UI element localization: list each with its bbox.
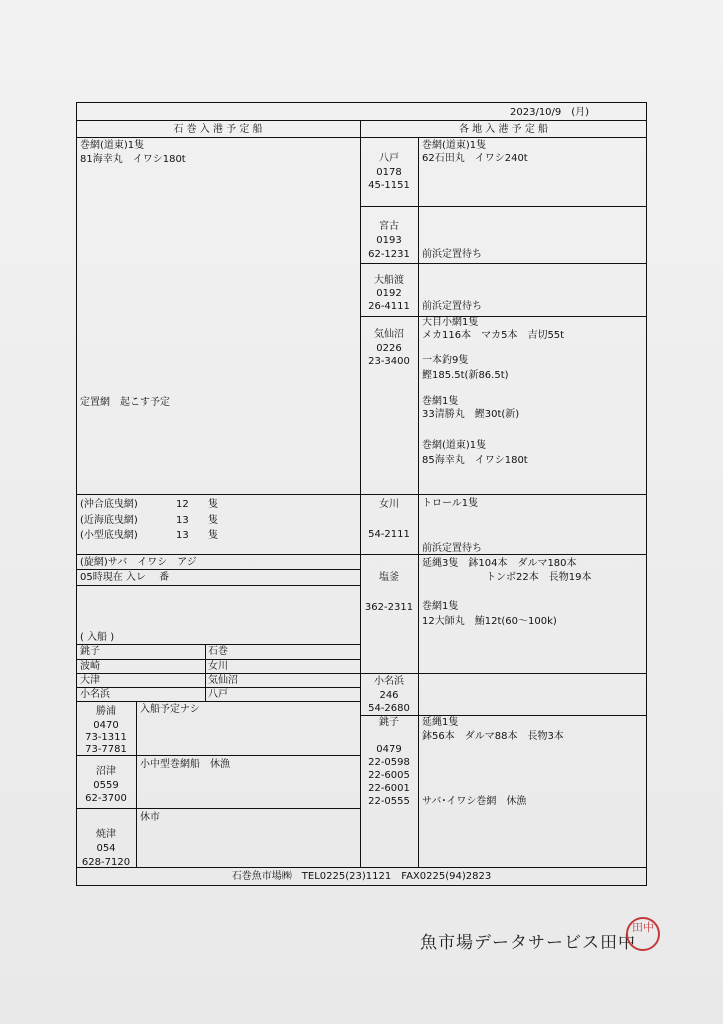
choshi-tel: 22-0555 [368,796,410,807]
miyako-code: 0193 [376,235,402,246]
hachinohe-line: 62石田丸 イワシ240t [422,153,528,164]
trawl-name: (近海底曳網) [80,515,138,526]
shiogama-line: 12大師丸 鮪12t(60～100k) [422,616,557,627]
shiogama-line: 延縄3隻 鉢104本 ダルマ180本 [422,558,577,569]
kesennuma-line: 33清勝丸 鰹30t(新) [422,409,520,420]
katsuura-name: 勝浦 [96,706,116,717]
kesennuma-line: メカ116本 マカ5本 吉切55t [422,330,565,341]
trawl-count: 13 [176,530,189,541]
shiogama-name: 塩釜 [379,572,399,583]
miyako-tel: 62-1231 [368,249,410,260]
onahama-tel: 54-2680 [368,703,410,714]
trawl-name: (沖合底曳網) [80,499,138,510]
trawl-unit: 隻 [208,530,218,541]
onagawa-tel: 54-2111 [368,529,410,540]
nyusen-port: 銚子 [80,646,100,657]
nyusen-port: 波崎 [80,661,100,672]
choshi-line: 延縄1隻 [422,717,459,728]
nyusen-port: 八戸 [208,689,228,700]
report-date: 2023/10/9 (月) [510,107,590,118]
kesennuma-name: 気仙沼 [374,329,404,340]
trawl-unit: 隻 [208,515,218,526]
yaizu-tel: 628-7120 [81,857,131,868]
miyako-name: 宮古 [379,221,399,232]
kesennuma-line: 巻網1隻 [422,396,459,407]
hachinohe-line: 巻網(道東)1隻 [422,140,487,151]
miyako-note: 前浜定置待ち [422,249,482,260]
kesennuma-line: 鰹185.5t(新86.5t) [422,370,509,381]
choshi-line: 鉢56本 ダルマ88本 長物3本 [422,731,564,742]
yaizu-info: 休市 [140,812,160,823]
ofunato-note: 前浜定置待ち [422,301,482,312]
choshi-tel: 22-0598 [368,757,410,768]
onahama-code: 246 [379,690,399,701]
teichi-note: 定置網 起こす予定 [80,397,170,408]
kesennuma-line: 巻網(道東)1隻 [422,440,487,451]
name-stamp: 田中 [626,917,660,951]
handwritten-signature: 魚市場データサービス田中 [420,933,636,953]
ishinomaki-line1: 巻網(道東)1隻 [80,140,145,151]
onagawa-line: トロール1隻 [422,498,479,509]
kesennuma-tel: 23-3400 [368,356,410,367]
choshi-tel: 22-6005 [368,770,410,781]
kesennuma-line: 大目小網1隻 [422,317,479,328]
yaizu-name: 焼津 [96,829,116,840]
nyusen-port: 石巻 [208,646,228,657]
nyure-status: 05時現在 入レ 番 [80,572,170,583]
numazu-tel: 62-3700 [85,793,127,804]
nyusen-port: 大津 [80,675,100,686]
trawl-name: (小型底曳網) [80,530,138,541]
kesennuma-line: 85海幸丸 イワシ180t [422,455,528,466]
hachinohe-tel: 45-1151 [368,180,410,191]
choshi-code: 0479 [376,744,402,755]
trawl-count: 13 [176,515,189,526]
choshi-note: サバ･イワシ巻網 休漁 [422,796,527,807]
katsuura-tel1: 73-1311 [85,732,127,743]
ishinomaki-header: 石 巻 入 港 予 定 船 [173,124,263,135]
ofunato-name: 大船渡 [374,275,404,286]
katsuura-code: 0470 [93,720,119,731]
seine-species: (旋網)サバ イワシ アジ [80,557,197,568]
footer-contact: 石巻魚市場㈱ TEL0225(23)1121 FAX0225(94)2823 [231,871,492,882]
numazu-name: 沼津 [96,766,116,777]
nyusen-port: 気仙沼 [208,675,238,686]
onagawa-name: 女川 [379,499,399,510]
kesennuma-line: 一本釣9隻 [422,355,469,366]
onagawa-note: 前浜定置待ち [422,543,482,554]
shiogama-tel: 362-2311 [364,602,414,613]
numazu-code: 0559 [93,780,119,791]
hachinohe-name: 八戸 [379,153,399,164]
katsuura-info: 入船予定ナシ [140,704,200,715]
ishinomaki-line2: 81海幸丸 イワシ180t [80,154,186,165]
trawl-unit: 隻 [208,499,218,510]
hachinohe-code: 0178 [376,167,402,178]
trawl-count: 12 [176,499,189,510]
yaizu-code: 054 [96,843,116,854]
shiogama-line: トンボ22本 長物19本 [486,572,592,583]
nyusen-port: 小名浜 [80,689,110,700]
kesennuma-code: 0226 [376,343,402,354]
nyusen-port: 女川 [208,661,228,672]
ofunato-code: 0192 [376,288,402,299]
nyusen-label: ( 入船 ) [80,632,115,643]
shiogama-line: 巻網1隻 [422,601,459,612]
ofunato-tel: 26-4111 [368,301,410,312]
onahama-name: 小名浜 [374,676,404,687]
katsuura-tel2: 73-7781 [85,744,127,755]
choshi-name: 銚子 [379,717,399,728]
other-ports-header: 各 地 入 港 予 定 船 [458,124,549,135]
numazu-info: 小中型巻網船 休漁 [140,759,230,770]
choshi-tel: 22-6001 [368,783,410,794]
